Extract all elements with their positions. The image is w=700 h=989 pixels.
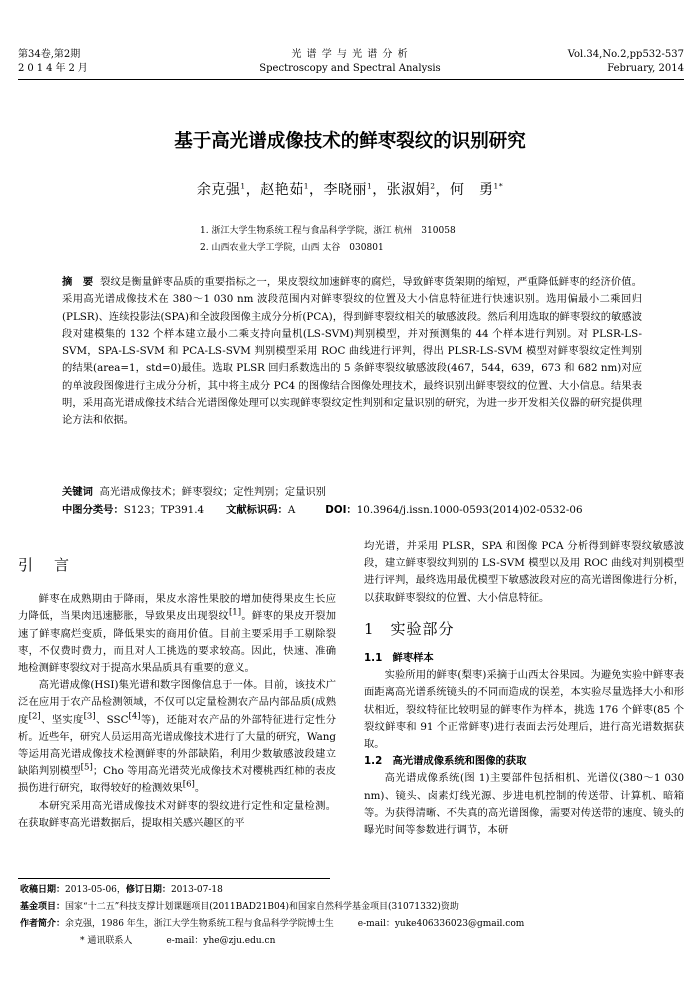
intro-paragraph-3: 本研究采用高光谱成像技术对鲜枣的裂纹进行定性和定量检测。在获取鲜枣高光谱数据后，提取相关感兴趣区的平: [18, 799, 336, 829]
paragraph-text: 鲜枣在成熟期由于降雨，果皮水溶性果胶的增加使得果皮生长应力降低，当果肉迅速膨胀，导致果皮出现裂纹: [18, 593, 336, 623]
author-separator: ，: [372, 182, 387, 198]
section-1-2-heading: 1.2 高光谱成像系统和图像的获取: [364, 755, 527, 768]
doi-value: 10.3964/j.issn.1000-0593(2014)02-0532-06: [356, 504, 583, 516]
author-separator: ，: [245, 182, 261, 198]
footnote-funding: [20, 899, 459, 916]
intro-paragraph-2: [18, 677, 336, 797]
author-name: 赵艳茹: [260, 182, 304, 198]
header-date-en: February, 2014: [607, 63, 684, 74]
affiliation-1: 1. 浙江大学生物系统工程与食品科学学院，浙江 杭州 310058: [200, 226, 456, 236]
citation-ref: [6]: [182, 780, 195, 791]
section-1-1-paragraph: 实验所用的鲜枣(梨枣)采摘于山西太谷果园。为避免实验中鲜枣表面距离高光谱系统镜头的不同而造成的误差，本实验尽量选择大小和形状相近，裂纹特征比较明显的鲜枣作为样本，挑选 176 个鲜枣(85 个裂纹鲜枣和 91 个正常鲜枣)进行表面去污处理后，进行高光谱数据获取。: [364, 669, 684, 751]
doi-label: DOI：: [325, 504, 357, 516]
section-1-2-paragraph: 高光谱成像系统(图 1)主要部件包括相机、光谱仪(380～1 030 nm)、镜头、卤素灯线光源、步进电机控制的传送带、计算机、暗箱等。为获得清晰、不失真的高光谱图像，需要对传送带的速度、镜头的曝光时间等参数进行调节，本研: [364, 772, 684, 837]
footnote-dates: [20, 882, 223, 899]
classification-line: [62, 502, 642, 519]
keywords-label: 关键词: [62, 486, 93, 498]
author-list: [0, 179, 700, 199]
abstract-text: 裂纹是衡量鲜枣品质的重要指标之一，果皮裂纹加速鲜枣的腐烂，导致鲜枣货架期的缩短，严重降低鲜枣的经济价值。采用高光谱成像技术在 380～1 030 nm 波段范围内对鲜枣裂纹的位置及大小信息特征进行快速识别。选用偏最小二乘回归(PLSR)、连续投影法(SPA)和全波段图像主成分分析(PCA)，得到鲜枣裂纹相关的敏感波段。然后利用选取的鲜枣裂纹的敏感波段对建模集的 132 个样本建立最小二乘支持向量机(LS-SVM)判别模型，并对预测集的 44 个样本进行判别。对 PLSR-LS-SVM，SPA-LS-SVM 和 PCA-LS-SVM 判别模型采用 ROC 曲线进行评判，得出 PLSR-LS-SVM 模型对鲜枣裂纹定性判别的结果(area=1，std=0)最佳。选取 PLSR 回归系数选出的 5 条鲜枣裂纹敏感波段(467，544，639，673 和 682 nm)对应的单波段图像进行主成分分析，其中将主成分 PC4 的图像结合图像处理技术，最终识别出鲜枣裂纹的位置、大小信息。结果表明，采用高光谱成像技术结合光谱图像处理可以实现鲜枣裂纹定性判别和定量识别的研究，为进一步开发相关仪器的研究提供理论方法和依据。: [62, 276, 643, 427]
revised-date: 2013-07-18: [170, 885, 223, 895]
continued-paragraph: 均光谱，并采用 PLSR，SPA 和图像 PCA 分析得到鲜枣裂纹敏感波段，建立鲜枣裂纹判别的 LS-SVM 模型以及用 ROC 曲线对判别模型进行评判，最终选用最优模型下敏感波段对应的高光谱图像进行分析，以获取鲜枣裂纹的位置、大小信息特征。: [364, 540, 684, 604]
bio-text: 余克强，1986 年生，浙江大学生物系统工程与食品科学学院博士生: [65, 919, 334, 929]
citation-ref: [4]: [128, 711, 141, 722]
author-name: 何 勇: [450, 182, 494, 198]
paragraph-text: 、SSC: [95, 713, 129, 726]
section-1-heading: 1 实验部分: [364, 619, 455, 638]
citation-ref: [1]: [228, 607, 242, 618]
paragraph-text: 。: [194, 782, 206, 795]
right-column: [364, 538, 684, 839]
corresponding-email: e-mail：yhe@zju.edu.cn: [166, 936, 276, 946]
intro-paragraph-1: [18, 591, 336, 677]
clc-label: 中图分类号：: [62, 504, 124, 516]
author-name: 张淑娟: [386, 182, 431, 198]
affiliation-2: 2. 山西农业大学工学院，山西 太谷 030801: [200, 243, 384, 253]
author-affiliation-mark: 2: [430, 181, 436, 191]
bio-email: e-mail：yuke406336023@gmail.com: [357, 919, 525, 929]
received-label: 收稿日期：: [20, 885, 66, 895]
section-1-1-heading: 1.1 鲜枣样本: [364, 652, 434, 665]
header-rule: [18, 79, 684, 80]
footnote-corresponding: [80, 933, 275, 950]
paragraph-text: 。鲜枣的果皮开裂加速了鲜枣腐烂变质，降低果实的商用价值。目前主要采用手工剔除裂枣，不仅费时费力，而且对人工挑选的要求较高。因此，快速、准确地检测鲜枣裂纹对于提高水果品质具有重要的意义。: [18, 610, 337, 675]
received-date: 2013-05-06: [65, 885, 117, 895]
revised-label: 修订日期：: [125, 885, 171, 895]
abstract-label: 摘 要: [62, 276, 94, 288]
author-separator: ，: [308, 182, 324, 198]
citation-ref: [2]: [28, 711, 41, 722]
author-name: 余克强: [196, 182, 241, 198]
paragraph-text: 、坚实度: [40, 713, 84, 726]
author-affiliation-mark: 1: [303, 181, 309, 191]
author-affiliation-mark: 1: [366, 181, 373, 191]
citation-ref: [3]: [83, 711, 96, 722]
corresponding-label: * 通讯联系人: [80, 936, 133, 946]
header-volume: 第34卷,第2期: [18, 49, 81, 60]
header-journal-en: Spectroscopy and Spectral Analysis: [259, 63, 441, 74]
header-vol-en: Vol.34,No.2,pp532-537: [567, 49, 684, 60]
clc-value: S123；TP391.4: [123, 504, 205, 516]
footnote-rule: [18, 878, 330, 879]
left-column: [18, 557, 336, 832]
intro-heading: 引 言: [18, 556, 73, 574]
paper-title: 基于高光谱成像技术的鲜枣裂纹的识别研究: [174, 131, 526, 152]
paragraph-text: 等)，还能对农产品的外部特征进行定性分析。近些年，研究人员运用高光谱成像技术进行了大量的研究，Wang 等运用高光谱成像技术检测鲜枣的外部缺陷，利用少数敏感波段建立缺陷判别模型: [18, 713, 337, 778]
keywords-text: 高光谱成像技术；鲜枣裂纹；定性判别；定量识别: [99, 486, 326, 498]
footnote-separator: ，: [116, 885, 126, 895]
doc-code-label: 文献标识码：: [226, 504, 288, 516]
author-separator: ，: [435, 182, 451, 198]
paragraph-text: 高光谱成像(HSI)集光谱和数字图像信息于一体。目前，该技术广泛在应用于农产品检测领域，不仅可以定量检测农产品内部品质(成熟度: [18, 679, 336, 726]
citation-ref: [5]: [80, 762, 93, 773]
paragraph-text: ；Cho 等用高光谱荧光成像技术对樱桃西红柿的表皮损伤进行研究，取得较好的检测效果: [18, 765, 337, 795]
author-name: 李晓丽: [323, 182, 367, 198]
header-journal-cn: 光 谱 学 与 光 谱 分 析: [291, 49, 409, 60]
doc-code-value: A: [287, 504, 296, 516]
fund-text: 国家“十二五”科技支撑计划课题项目(2011BAD21B04)和国家自然科学基金项目(31071332)资助: [65, 902, 459, 912]
footnote-author-bio: [20, 916, 690, 933]
abstract: [62, 274, 642, 430]
bio-label: 作者简介：: [20, 919, 66, 929]
author-affiliation-mark: 1*: [493, 181, 504, 191]
header-date: 2014年2月: [18, 63, 91, 74]
fund-label: 基金项目：: [20, 902, 66, 912]
author-affiliation-mark: 1: [240, 181, 246, 191]
keywords: [62, 484, 326, 501]
